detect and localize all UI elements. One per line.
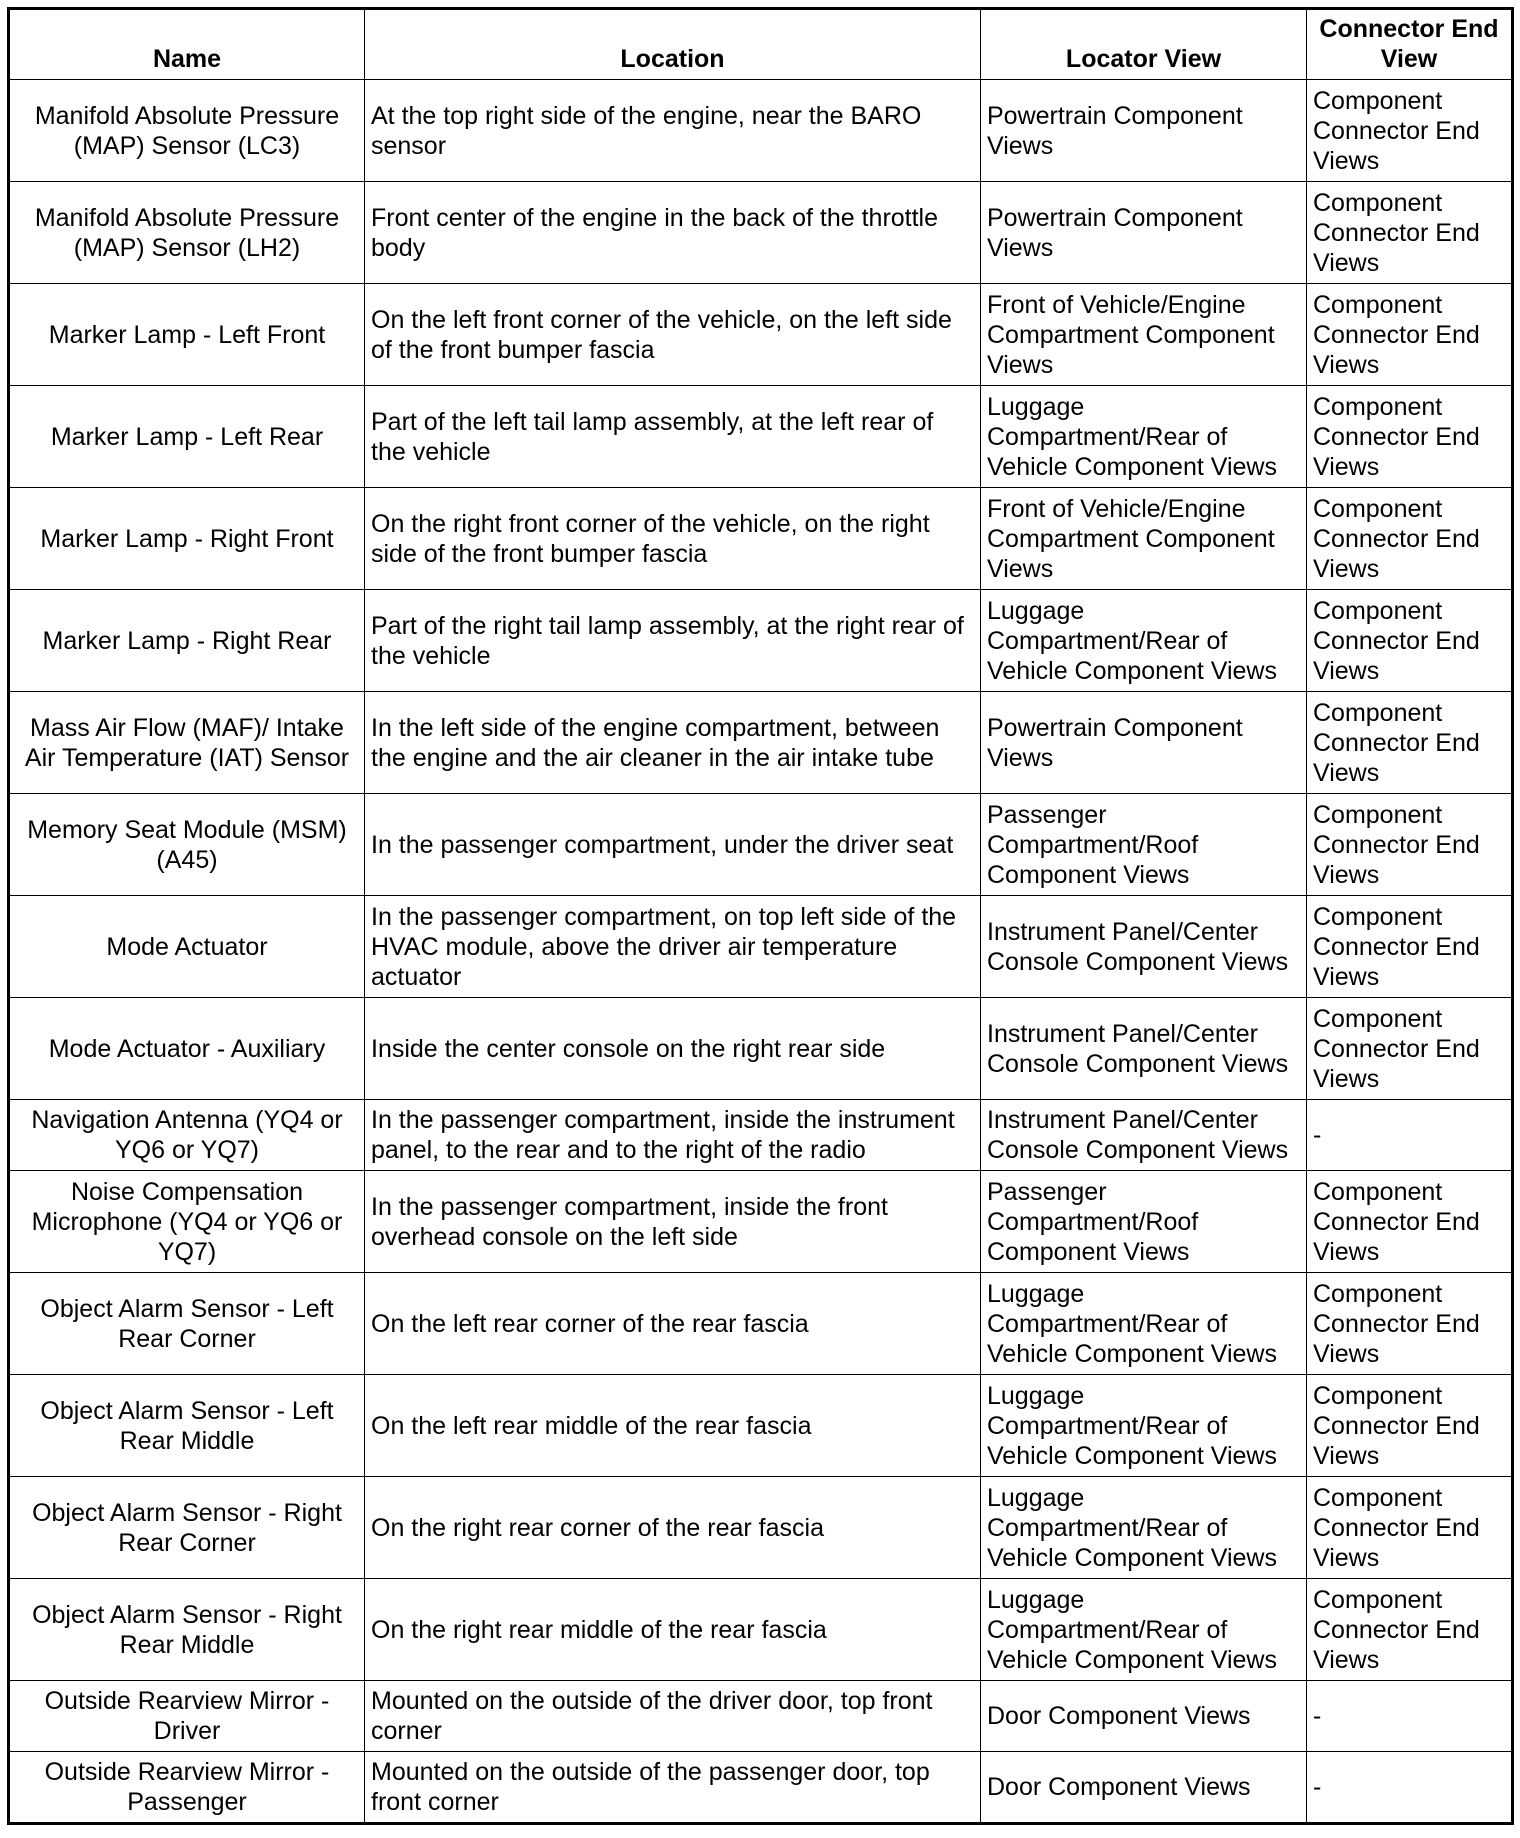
cell-location: Part of the left tail lamp assembly, at the left rear of the vehicle [365,386,981,488]
cell-locator-view: Front of Vehicle/Engine Compartment Component Views [981,488,1307,590]
cell-locator-view: Powertrain Component Views [981,182,1307,284]
table-row [9,1273,1513,1375]
table-row [9,896,1513,998]
cell-location: In the passenger compartment, under the driver seat [365,794,981,896]
cell-name: Marker Lamp - Right Front [9,488,365,590]
cell-locator-view: Powertrain Component Views [981,692,1307,794]
cell-connector-end-view: Component Connector End Views [1307,1477,1513,1579]
cell-location: On the left rear corner of the rear fascia [365,1273,981,1375]
table-row [9,1579,1513,1681]
table-row [9,1681,1513,1752]
cell-name: Object Alarm Sensor - Left Rear Corner [9,1273,365,1375]
table-row [9,794,1513,896]
cell-name: Navigation Antenna (YQ4 or YQ6 or YQ7) [9,1100,365,1171]
cell-location: Inside the center console on the right rear side [365,998,981,1100]
cell-name: Marker Lamp - Left Front [9,284,365,386]
cell-name: Marker Lamp - Right Rear [9,590,365,692]
component-locations-table [7,7,1514,1825]
cell-location: Front center of the engine in the back of the throttle body [365,182,981,284]
cell-location: On the right front corner of the vehicle, on the right side of the front bumper fascia [365,488,981,590]
cell-locator-view: Instrument Panel/Center Console Component Views [981,998,1307,1100]
cell-location: On the right rear middle of the rear fascia [365,1579,981,1681]
cell-location: Mounted on the outside of the passenger door, top front corner [365,1752,981,1824]
cell-location: In the passenger compartment, inside the instrument panel, to the rear and to the right of the radio [365,1100,981,1171]
cell-name: Noise Compensation Microphone (YQ4 or YQ6 or YQ7) [9,1171,365,1273]
cell-connector-end-view: Component Connector End Views [1307,386,1513,488]
cell-location: In the passenger compartment, inside the front overhead console on the left side [365,1171,981,1273]
table-row [9,1171,1513,1273]
cell-locator-view: Luggage Compartment/Rear of Vehicle Component Views [981,1579,1307,1681]
cell-name: Marker Lamp - Left Rear [9,386,365,488]
cell-locator-view: Instrument Panel/Center Console Component Views [981,1100,1307,1171]
cell-connector-end-view: Component Connector End Views [1307,80,1513,182]
cell-locator-view: Luggage Compartment/Rear of Vehicle Component Views [981,1273,1307,1375]
cell-connector-end-view: - [1307,1681,1513,1752]
cell-name: Outside Rearview Mirror - Driver [9,1681,365,1752]
cell-name: Mode Actuator [9,896,365,998]
cell-location: In the passenger compartment, on top left side of the HVAC module, above the driver air temperature actuator [365,896,981,998]
cell-connector-end-view: Component Connector End Views [1307,1375,1513,1477]
cell-location: At the top right side of the engine, near the BARO sensor [365,80,981,182]
cell-locator-view: Luggage Compartment/Rear of Vehicle Component Views [981,386,1307,488]
cell-connector-end-view: Component Connector End Views [1307,1579,1513,1681]
cell-connector-end-view: - [1307,1752,1513,1824]
cell-locator-view: Door Component Views [981,1752,1307,1824]
table-row [9,692,1513,794]
cell-name: Outside Rearview Mirror - Passenger [9,1752,365,1824]
cell-name: Object Alarm Sensor - Left Rear Middle [9,1375,365,1477]
cell-connector-end-view: Component Connector End Views [1307,692,1513,794]
cell-name: Manifold Absolute Pressure (MAP) Sensor (LH2) [9,182,365,284]
column-header-locator-view: Locator View [981,9,1307,80]
cell-locator-view: Instrument Panel/Center Console Component Views [981,896,1307,998]
cell-name: Object Alarm Sensor - Right Rear Middle [9,1579,365,1681]
cell-locator-view: Passenger Compartment/Roof Component Views [981,1171,1307,1273]
cell-locator-view: Passenger Compartment/Roof Component Views [981,794,1307,896]
cell-locator-view: Powertrain Component Views [981,80,1307,182]
cell-connector-end-view: Component Connector End Views [1307,1171,1513,1273]
table-row [9,590,1513,692]
table-row [9,488,1513,590]
table-header-row [9,9,1513,80]
table-row [9,1375,1513,1477]
cell-locator-view: Luggage Compartment/Rear of Vehicle Component Views [981,590,1307,692]
cell-connector-end-view: Component Connector End Views [1307,998,1513,1100]
cell-locator-view: Front of Vehicle/Engine Compartment Component Views [981,284,1307,386]
cell-location: On the left front corner of the vehicle, on the left side of the front bumper fascia [365,284,981,386]
table-row [9,1100,1513,1171]
cell-location: On the left rear middle of the rear fascia [365,1375,981,1477]
cell-connector-end-view: - [1307,1100,1513,1171]
table-row [9,80,1513,182]
cell-locator-view: Luggage Compartment/Rear of Vehicle Component Views [981,1477,1307,1579]
cell-locator-view: Luggage Compartment/Rear of Vehicle Component Views [981,1375,1307,1477]
cell-name: Memory Seat Module (MSM) (A45) [9,794,365,896]
cell-connector-end-view: Component Connector End Views [1307,794,1513,896]
cell-connector-end-view: Component Connector End Views [1307,896,1513,998]
cell-connector-end-view: Component Connector End Views [1307,182,1513,284]
column-header-name: Name [9,9,365,80]
cell-connector-end-view: Component Connector End Views [1307,1273,1513,1375]
table-row [9,998,1513,1100]
table-row [9,1477,1513,1579]
column-header-connector-end-view: Connector End View [1307,9,1513,80]
table-row [9,284,1513,386]
cell-location: On the right rear corner of the rear fascia [365,1477,981,1579]
table-row [9,182,1513,284]
column-header-location: Location [365,9,981,80]
cell-connector-end-view: Component Connector End Views [1307,590,1513,692]
table-row [9,1752,1513,1824]
cell-name: Object Alarm Sensor - Right Rear Corner [9,1477,365,1579]
cell-location: Mounted on the outside of the driver door, top front corner [365,1681,981,1752]
cell-name: Manifold Absolute Pressure (MAP) Sensor (LC3) [9,80,365,182]
cell-location: In the left side of the engine compartment, between the engine and the air cleaner in the air intake tube [365,692,981,794]
cell-location: Part of the right tail lamp assembly, at the right rear of the vehicle [365,590,981,692]
cell-connector-end-view: Component Connector End Views [1307,488,1513,590]
table-row [9,386,1513,488]
cell-connector-end-view: Component Connector End Views [1307,284,1513,386]
cell-name: Mass Air Flow (MAF)/ Intake Air Temperature (IAT) Sensor [9,692,365,794]
cell-locator-view: Door Component Views [981,1681,1307,1752]
cell-name: Mode Actuator - Auxiliary [9,998,365,1100]
